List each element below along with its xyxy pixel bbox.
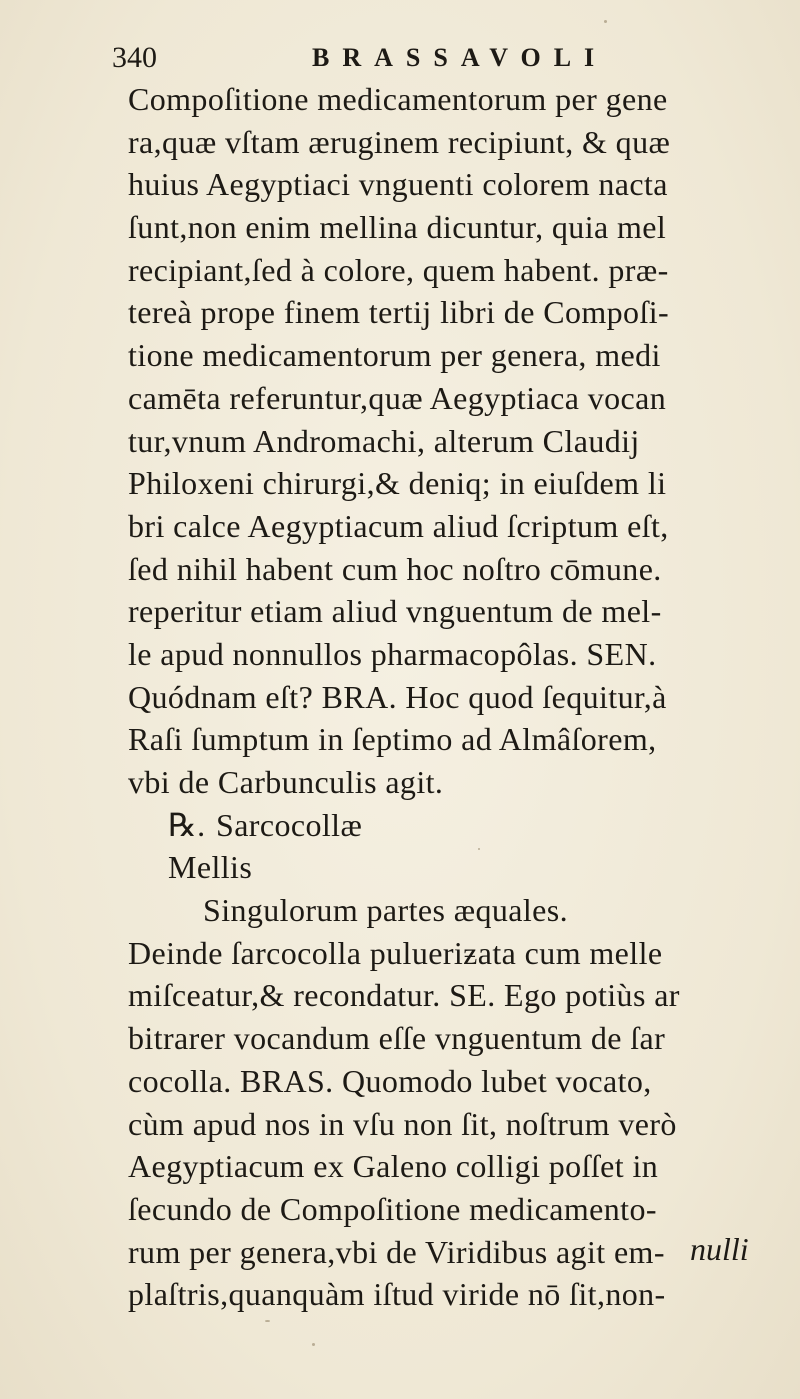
text-line: tereà prope finem tertij libri de Compoſi- <box>128 294 670 331</box>
body-text <box>128 78 788 1316</box>
text-line: ſunt,non enim mellina dicuntur, quia mel <box>128 209 667 246</box>
recipe-ingredient: Mellis <box>168 849 253 886</box>
text-line: bitrarer vocandum eſſe vnguentum de ſar <box>128 1020 666 1057</box>
text-line: Compoſitione medicamentorum per gene <box>128 81 668 117</box>
recipe-line-2 <box>128 846 788 889</box>
catchword: nulli <box>690 1231 749 1267</box>
text-line: cùm apud nos in vſu non ſit, noſtrum verò <box>128 1105 677 1142</box>
recipe-quantity: Singulorum partes æquales. <box>203 892 569 929</box>
recipe-symbol: ℞. <box>168 806 206 843</box>
text-line: Philoxeni chirurgi,& deniq; in eiuſdem li <box>128 465 667 502</box>
page-header <box>112 38 632 78</box>
recipe-ingredient: Sarcocollæ <box>216 806 363 843</box>
text-line: reperitur etiam aliud vnguentum de mel- <box>128 593 662 630</box>
text-line: ſed nihil habent cum hoc noſtro cōmune. <box>128 550 662 587</box>
text-line: Quódnam eſt? BRA. Hoc quod ſequitur,à <box>128 678 667 715</box>
text-line: ſecundo de Compoſitione medicamento- <box>128 1190 657 1227</box>
recipe-line-1 <box>128 804 788 847</box>
text-line: Raſi ſumptum in ſeptimo ad Almâſorem, <box>128 721 657 758</box>
text-line: ra,quæ vſtam æruginem recipiunt, & quæ <box>128 123 671 160</box>
ink-speck <box>312 1343 315 1346</box>
ink-speck <box>604 20 607 23</box>
text-line: tione medicamentorum per genera, medi <box>128 337 661 374</box>
ink-speck <box>265 1320 270 1322</box>
text-line: bri calce Aegyptiacum aliud ſcriptum eſt, <box>128 507 669 544</box>
text-line: le apud nonnullos pharmacopôlas. SEN. <box>128 635 657 672</box>
text-line: tur,vnum Andromachi, alterum Claudij <box>128 422 640 459</box>
text-line: rum per genera,vbi de Viridibus agit em- <box>128 1233 665 1270</box>
text-line: vbi de Carbunculis agit. <box>128 764 444 800</box>
text-line: camēta referuntur,quæ Aegyptiaca vocan <box>128 379 667 416</box>
page-number: 340 <box>112 41 157 74</box>
running-head: BRASSAVOLI <box>312 43 608 72</box>
text-line: cocolla. BRAS. Quomodo lubet vocato, <box>128 1062 652 1099</box>
text-line: Aegyptiacum ex Galeno colligi poſſet in <box>128 1148 659 1185</box>
text-line: recipiant,ſed à colore, quem habent. præ- <box>128 251 669 288</box>
text-line: Deinde ſarcocolla pulueriƶata cum melle <box>128 934 663 971</box>
text-line: plaſtris,quanquàm iſtud viride nō ſit,non- <box>128 1276 666 1313</box>
text-line: huius Aegyptiaci vnguenti colorem nacta <box>128 166 668 203</box>
text-line: miſceatur,& recondatur. SE. Ego potiùs ar <box>128 977 680 1014</box>
ink-speck <box>478 848 480 850</box>
